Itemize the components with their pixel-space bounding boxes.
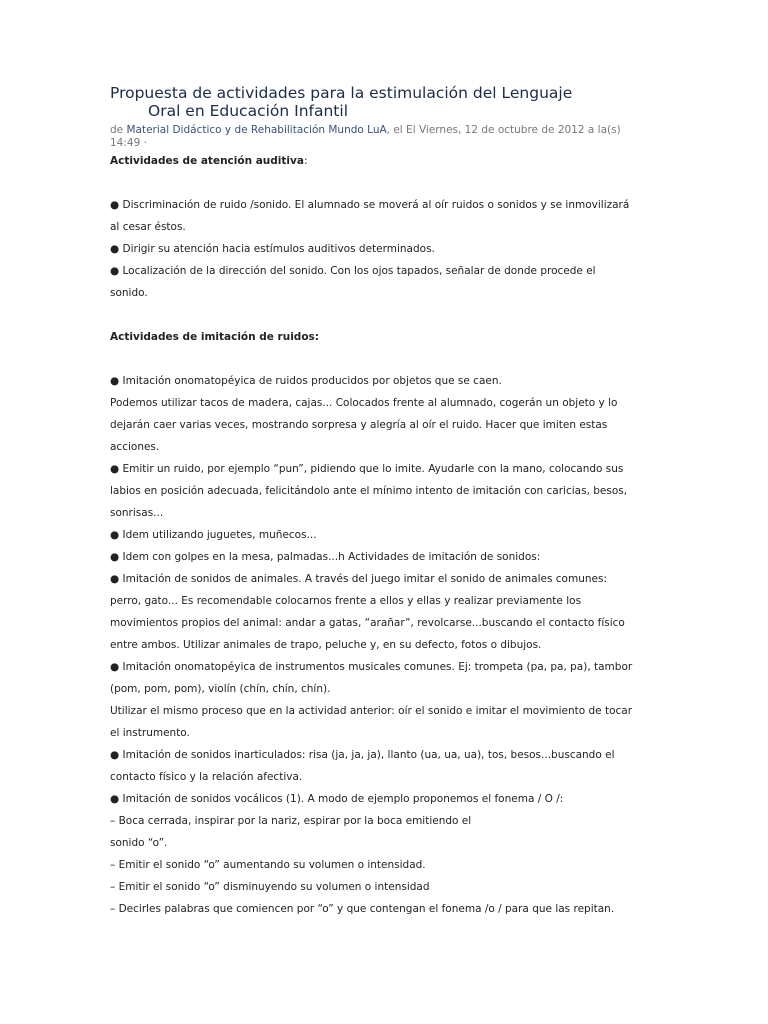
spacer <box>110 172 658 194</box>
paragraph-line: ● Discriminación de ruido /sonido. El alumnado se moverá al oír ruidos o sonidos y se inmovilizará <box>110 199 630 211</box>
paragraph-line: – Emitir el sonido “o” disminuyendo su volumen o intensidad <box>110 881 430 893</box>
paragraph-line: – Emitir el sonido “o” aumentando su volumen o intensidad. <box>110 859 426 871</box>
paragraph-line: ● Emitir un ruido, por ejemplo “pun”, pidiendo que lo imite. Ayudarle con la mano, colocando sus <box>110 463 624 475</box>
paragraph-line: dejarán caer varias veces, mostrando sorpresa y alegría al oír el ruido. Hacer que imiten estas <box>110 419 608 431</box>
paragraph-line: Utilizar el mismo proceso que en la actividad anterior: oír el sonido e imitar el movimiento de tocar <box>110 705 633 717</box>
paragraph-line: – Boca cerrada, inspirar por la nariz, espirar por la boca emitiendo el <box>110 815 472 827</box>
paragraph-line: ● Idem utilizando juguetes, muñecos... <box>110 529 317 541</box>
section-1-body <box>110 194 658 304</box>
paragraph-line: movimientos propios del animal: andar a gatas, “arañar”, revolcarse...buscando el contacto físico <box>110 617 625 629</box>
spacer <box>110 348 658 370</box>
paragraph-line: ● Dirigir su atención hacia estímulos auditivos determinados. <box>110 243 435 255</box>
paragraph-line: ● Idem con golpes en la mesa, palmadas...h Actividades de imitación de sonidos: <box>110 551 541 563</box>
byline <box>110 124 658 149</box>
paragraph-line: – Decirles palabras que comiencen por “o” y que contengan el fonema /o / para que las repitan. <box>110 903 615 915</box>
section-heading-atencion <box>110 150 658 172</box>
paragraph-line: ● Imitación de sonidos vocálicos (1). A modo de ejemplo proponemos el fonema / O /: <box>110 793 564 805</box>
byline-date: , el El Viernes, 12 de octubre de 2012 a la(s) <box>386 124 621 136</box>
section-2-body <box>110 370 658 920</box>
paragraph-line: sonrisas... <box>110 507 164 519</box>
section-heading-imitacion: Actividades de imitación de ruidos: <box>110 331 319 343</box>
paragraph-line: el instrumento. <box>110 727 190 739</box>
paragraph-line: entre ambos. Utilizar animales de trapo, peluche y, en su defecto, fotos o dibujos. <box>110 639 542 651</box>
title-line-2: Oral en Educación Infantil <box>148 102 348 120</box>
paragraph-line: sonido. <box>110 287 148 299</box>
section-heading-text: Actividades de atención auditiva <box>110 155 304 167</box>
document-title <box>110 84 658 120</box>
byline-time: 14:49 · <box>110 136 147 149</box>
title-line-1: Propuesta de actividades para la estimulación del Lenguaje <box>110 84 573 102</box>
paragraph-line: acciones. <box>110 441 160 453</box>
paragraph-line: al cesar éstos. <box>110 221 186 233</box>
paragraph-line: perro, gato... Es recomendable colocarnos frente a ellos y ellas y realizar previamente los <box>110 595 582 607</box>
paragraph-line: labios en posición adecuada, felicitándolo ante el mínimo intento de imitación con caricias, besos, <box>110 485 628 497</box>
document-page <box>110 84 658 920</box>
paragraph-line: ● Imitación de sonidos inarticulados: risa (ja, ja, ja), llanto (ua, ua, ua), tos, besos...buscando el <box>110 749 615 761</box>
section-heading-suffix: : <box>303 155 308 167</box>
paragraph-line: ● Imitación de sonidos de animales. A través del juego imitar el sonido de animales comunes: <box>110 573 607 585</box>
paragraph-line: ● Localización de la dirección del sonido. Con los ojos tapados, señalar de donde procede el <box>110 265 596 277</box>
author-link[interactable]: Material Didáctico y de Rehabilitación Mundo LuA <box>126 124 387 136</box>
byline-prefix: de <box>110 124 127 136</box>
paragraph-line: contacto físico y la relación afectiva. <box>110 771 303 783</box>
paragraph-line: (pom, pom, pom), violín (chín, chín, chín). <box>110 683 331 695</box>
spacer <box>110 304 658 326</box>
paragraph-line: Podemos utilizar tacos de madera, cajas... Colocados frente al alumnado, cogerán un objeto y lo <box>110 397 618 409</box>
paragraph-line: sonido “o”. <box>110 837 168 849</box>
paragraph-line: ● Imitación onomatopéyica de ruidos producidos por objetos que se caen. <box>110 375 502 387</box>
paragraph-line: ● Imitación onomatopéyica de instrumentos musicales comunes. Ej: trompeta (pa, pa, pa), tambor <box>110 661 633 673</box>
